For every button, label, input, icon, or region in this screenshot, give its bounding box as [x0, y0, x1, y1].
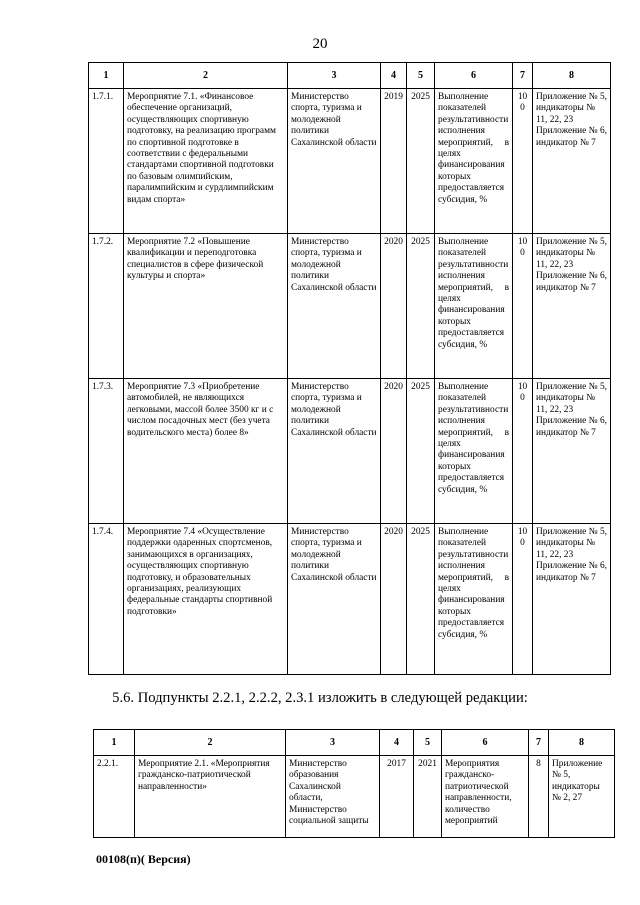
appendix-link: Приложение № 5, индикаторы № 11, 22, 23 Приложение № 6, индикатор № 7	[533, 89, 611, 234]
col-header: 5	[407, 63, 435, 89]
col-header: 4	[380, 730, 414, 756]
executor: Министерство спорта, туризма и молодежной политики Сахалинской области	[288, 234, 381, 379]
col-header: 2	[124, 63, 288, 89]
indicator-value: 8	[529, 756, 549, 838]
row-number: 1.7.1.	[89, 89, 124, 234]
end-year: 2021	[414, 756, 442, 838]
event-name: Мероприятие 2.1. «Мероприятия гражданско-патриотической направленности»	[135, 756, 286, 838]
col-header: 3	[288, 63, 381, 89]
col-header: 1	[94, 730, 135, 756]
table-header-row	[89, 63, 611, 89]
executor: Министерство спорта, туризма и молодежной политики Сахалинской области	[288, 524, 381, 675]
col-header: 6	[435, 63, 513, 89]
col-header: 1	[89, 63, 124, 89]
appendix-link: Приложение № 5, индикаторы № 11, 22, 23 Приложение № 6, индикатор № 7	[533, 234, 611, 379]
table-row	[89, 89, 611, 234]
appendix-link: Приложение № 5, индикаторы № 11, 22, 23 Приложение № 6, индикатор № 7	[533, 379, 611, 524]
row-number: 1.7.4.	[89, 524, 124, 675]
appendix-link: Приложение № 5, индикаторы № 2, 27	[549, 756, 615, 838]
end-year: 2025	[407, 524, 435, 675]
executor: Министерство спорта, туризма и молодежной политики Сахалинской области	[288, 379, 381, 524]
table-row	[89, 524, 611, 675]
start-year: 2019	[381, 89, 407, 234]
col-header: 5	[414, 730, 442, 756]
indicator-value: 100	[513, 234, 533, 379]
col-header: 2	[135, 730, 286, 756]
col-header: 7	[513, 63, 533, 89]
start-year: 2020	[381, 234, 407, 379]
col-header: 7	[529, 730, 549, 756]
page-number: 20	[312, 36, 328, 52]
end-year: 2025	[407, 379, 435, 524]
col-header: 8	[549, 730, 615, 756]
executor: Министерство спорта, туризма и молодежной политики Сахалинской области	[288, 89, 381, 234]
executor: Министерство образования Сахалинской области, Министерство социальной защиты	[286, 756, 380, 838]
start-year: 2020	[381, 524, 407, 675]
start-year: 2020	[381, 379, 407, 524]
table-row	[94, 756, 615, 838]
indicator: Выполнение показателей результативности исполнения мероприятий, в целях финансирования которых предоставляется субсидия, %	[435, 379, 513, 524]
indicator: Выполнение показателей результативности исполнения мероприятий, в целях финансирования которых предоставляется субсидия, %	[435, 524, 513, 675]
indicator-value: 100	[513, 379, 533, 524]
end-year: 2025	[407, 89, 435, 234]
end-year: 2025	[407, 234, 435, 379]
event-name: Мероприятие 7.2 «Повышение квалификации и переподготовка специалистов в сфере физической культуры и спорта»	[124, 234, 288, 379]
indicator: Выполнение показателей результативности исполнения мероприятий, в целях финансирования которых предоставляется субсидия, %	[435, 234, 513, 379]
indicator-value: 100	[513, 89, 533, 234]
col-header: 6	[442, 730, 529, 756]
document-footer: 00108(п)( Версия)	[96, 852, 191, 866]
col-header: 4	[381, 63, 407, 89]
indicator: Выполнение показателей результативности исполнения мероприятий, в целях финансирования которых предоставляется субсидия, %	[435, 89, 513, 234]
table-row	[89, 234, 611, 379]
row-number: 2.2.1.	[94, 756, 135, 838]
events-table-2	[93, 729, 615, 838]
col-header: 3	[286, 730, 380, 756]
row-number: 1.7.2.	[89, 234, 124, 379]
indicator: Мероприятия гражданско-патриотической направленности, количество мероприятий	[442, 756, 529, 838]
table-row	[89, 379, 611, 524]
indicator-value: 100	[513, 524, 533, 675]
events-table-1	[88, 62, 611, 675]
table-header-row	[94, 730, 615, 756]
event-name: Мероприятие 7.4 «Осуществление поддержки одаренных спортсменов, занимающихся в организациях, осуществляющих спортивную подготовку, и образовательных организациях, реализующих федеральные стандарты спортивной подготовки»	[124, 524, 288, 675]
event-name: Мероприятие 7.1. «Финансовое обеспечение организаций, осуществляющих спортивную подготовку, на реализацию программ по спортивной подготовке в соответствии с федеральными стандартами спортивной подготовки по базовым олимпийским, паралимпийским и сурдлимпийским видам спорта»	[124, 89, 288, 234]
appendix-link: Приложение № 5, индикаторы № 11, 22, 23 Приложение № 6, индикатор № 7	[533, 524, 611, 675]
event-name: Мероприятие 7.3 «Приобретение автомобилей, не являющихся легковыми, массой более 3500 кг и с числом посадочных мест (без учета водительского места) более 8»	[124, 379, 288, 524]
col-header: 8	[533, 63, 611, 89]
row-number: 1.7.3.	[89, 379, 124, 524]
section-heading: 5.6. Подпункты 2.2.1, 2.2.2, 2.3.1 изложить в следующей редакции:	[112, 690, 528, 706]
start-year: 2017	[380, 756, 414, 838]
